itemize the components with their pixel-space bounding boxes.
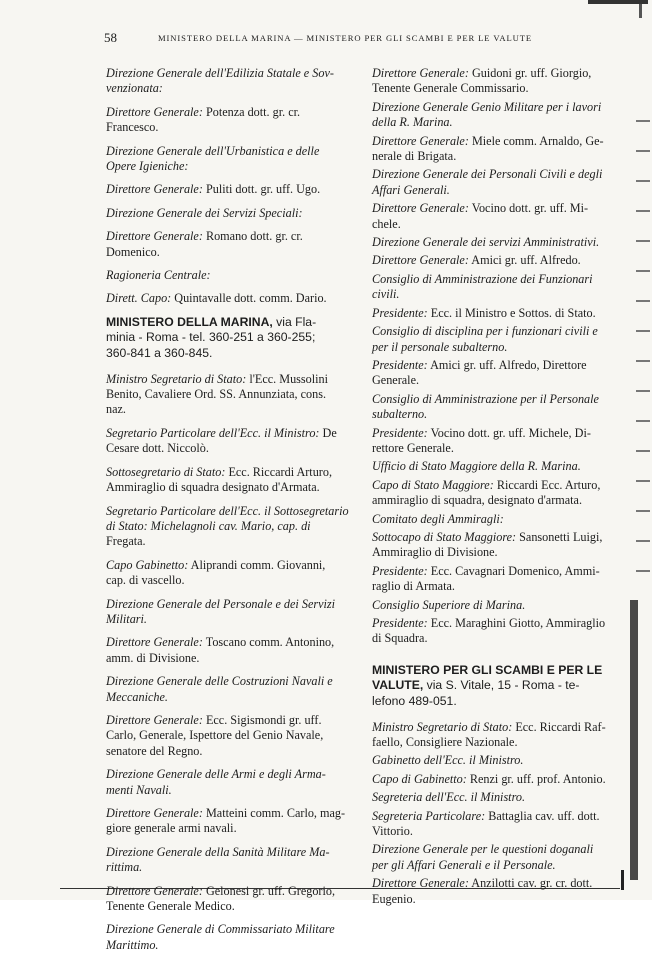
directory-entry	[106, 229, 356, 260]
entry-text: Vocino dott. gr. uff. Mi-	[471, 201, 589, 216]
entry-text: Anzilotti cav. gr. cr. dott.	[471, 876, 593, 891]
entry-label: Direzione Generale dei servizi Amministrativi.	[372, 235, 600, 250]
entry-label: Direttore Generale:	[106, 635, 203, 650]
entry-label: Direzione Generale dell'Edilizia Statale e Sov-	[106, 66, 334, 80]
entry-continuation: Tenente Generale Commissario.	[372, 81, 529, 96]
entry-label: Direttore Generale:	[372, 876, 469, 891]
entry-label: Direzione Generale dell'Urbanistica e delle	[106, 143, 320, 158]
entry-label: Direttore Generale:	[106, 229, 203, 244]
entry-text: Ecc. Riccardi Raf-	[515, 719, 606, 734]
entry-label: Presidente:	[372, 616, 428, 630]
ministry-name: MINISTERO PER GLI SCAMBI E PER LE	[372, 662, 603, 677]
entry-label: Direttore Generale:	[372, 66, 469, 80]
directory-entry	[372, 392, 622, 423]
directory-entry	[106, 845, 356, 876]
entry-text: Ecc. Cavagnari Domenico, Ammi-	[430, 563, 600, 578]
entry-continuation: Generale.	[372, 373, 420, 388]
entry-continuation: Francesco.	[106, 120, 159, 135]
entry-text: Toscano comm. Antonino,	[205, 635, 335, 650]
entry-label: Ufficio di Stato Maggiore della R. Marina.	[372, 459, 581, 474]
directory-entry	[372, 478, 622, 509]
entry-continuation: di Squadra.	[372, 631, 428, 646]
ministry-name: MINISTERO DELLA MARINA,	[106, 314, 273, 329]
entry-label: Ministro Segretario di Stato:	[372, 719, 513, 734]
ministry-address: via S. Vitale, 15 - Roma - te-	[426, 678, 580, 693]
entry-label: Direzione Generale delle Armi e degli Arma-	[106, 767, 326, 782]
entry-text: Ecc. il Ministro e Sottos. di Stato.	[430, 305, 596, 320]
binding-shadow	[630, 600, 638, 880]
entry-continuation: rittima.	[106, 860, 143, 875]
entry-label: Presidente:	[372, 425, 428, 440]
directory-entry	[106, 206, 356, 221]
directory-entry	[106, 426, 356, 457]
directory-entry	[106, 105, 356, 136]
directory-entry	[372, 134, 622, 165]
entry-label: Direzione Generale di Commissariato Militare	[106, 922, 335, 937]
entry-continuation: Carlo, Generale, Ispettore del Genio Navale,	[106, 728, 324, 743]
directory-entry	[106, 806, 356, 837]
entry-label: Direttore Generale:	[372, 201, 469, 216]
directory-entry	[106, 922, 356, 953]
directory-entry	[372, 753, 622, 768]
entry-text: Amici gr. uff. Alfredo.	[471, 253, 581, 268]
entry-label: Capo di Gabinetto:	[372, 771, 467, 786]
entry-label: Sottosegretario di Stato:	[106, 464, 226, 479]
entry-text: Puliti dott. gr. uff. Ugo.	[205, 182, 321, 197]
directory-entry	[372, 201, 622, 232]
entry-label: Direttore Generale:	[106, 883, 203, 898]
directory-entry	[372, 512, 622, 527]
entry-label: Segretario Particolare dell'Ecc. il Sottosegretario	[106, 503, 349, 518]
directory-entry	[372, 598, 622, 613]
entry-text: De	[322, 425, 337, 440]
right-column	[372, 66, 622, 910]
left-entries-bottom	[106, 372, 356, 954]
entry-label: Direzione Generale del Personale e dei Servizi	[106, 596, 336, 611]
entry-continuation: Ammiraglio di Divisione.	[372, 545, 498, 560]
directory-entry	[106, 558, 356, 589]
entry-label: Segreteria Particolare:	[372, 808, 486, 823]
entry-text: Matteini comm. Carlo, mag-	[205, 806, 346, 820]
directory-entry	[106, 884, 356, 915]
directory-entry	[106, 182, 356, 197]
entry-label: Direttore Generale:	[106, 104, 203, 119]
entry-label: Direttore Generale:	[106, 712, 203, 727]
ministry-address: lefono 489-051.	[372, 694, 457, 708]
entry-continuation: Fregata.	[106, 534, 146, 549]
entry-label: Sottocapo di Stato Maggiore:	[372, 529, 517, 544]
entry-continuation: subalterno.	[372, 407, 428, 422]
directory-entry	[372, 253, 622, 268]
right-entries-bottom	[372, 720, 622, 907]
entry-label: Direttore Generale:	[372, 253, 469, 268]
entry-label: Direttore Generale:	[106, 806, 203, 820]
directory-entry	[372, 100, 622, 131]
entry-continuation: ammiraglio di squadra, designato d'armata.	[372, 493, 582, 508]
entry-text: Ecc. Maraghini Giotto, Ammiraglio	[430, 616, 606, 630]
entry-label: Direttore Generale:	[372, 133, 469, 148]
entry-label: Direzione Generale per le questioni doganali	[372, 842, 594, 857]
right-entries-top	[372, 66, 622, 647]
entry-continuation: senatore del Regno.	[106, 743, 203, 758]
entry-continuation: della R. Marina.	[372, 115, 453, 130]
entry-continuation: Meccaniche.	[106, 689, 168, 704]
entry-label: Comitato degli Ammiragli:	[372, 511, 504, 526]
directory-entry	[106, 674, 356, 705]
directory-entry	[106, 767, 356, 798]
entry-continuation: nerale di Brigata.	[372, 149, 457, 164]
entry-text: Guidoni gr. uff. Giorgio,	[471, 66, 592, 80]
entry-continuation: rettore Generale.	[372, 440, 454, 455]
entry-label: Ragioneria Centrale:	[106, 268, 211, 283]
entry-label: Consiglio di Amministrazione dei Funzionari	[372, 271, 593, 286]
left-column	[106, 66, 356, 961]
entry-continuation: Vittorio.	[372, 824, 413, 839]
entry-continuation: Marittimo.	[106, 937, 159, 952]
directory-entry	[106, 465, 356, 496]
entry-label: Direttore Generale:	[106, 182, 203, 197]
ministry-address: minia - Roma - tel. 360-251 a 360-255;	[106, 330, 316, 345]
directory-entry	[106, 372, 356, 418]
directory-entry	[106, 66, 356, 97]
ministry-name: VALUTE,	[372, 678, 424, 693]
entry-continuation: civili.	[372, 287, 400, 302]
page-number: 58	[104, 30, 117, 45]
directory-entry	[106, 268, 356, 283]
entry-continuation: Affari Generali.	[372, 182, 450, 197]
entry-label: Consiglio Superiore di Marina.	[372, 597, 526, 612]
entry-text: Battaglia cav. uff. dott.	[488, 808, 600, 823]
directory-entry	[372, 306, 622, 321]
directory-entry	[372, 358, 622, 389]
entry-label: Segreteria dell'Ecc. il Ministro.	[372, 790, 525, 805]
directory-entry	[372, 790, 622, 805]
entry-continuation: Benito, Cavaliere Ord. SS. Annunziata, cons.	[106, 387, 327, 402]
entry-text: Vocino dott. gr. uff. Michele, Di-	[430, 425, 591, 440]
entry-continuation: Opere Igieniche:	[106, 159, 189, 174]
entry-text: Amici gr. uff. Alfredo, Direttore	[430, 357, 587, 372]
entry-continuation: Domenico.	[106, 244, 160, 259]
entry-label: Gabinetto dell'Ecc. il Ministro.	[372, 753, 524, 768]
directory-entry	[106, 291, 356, 306]
entry-text: Aliprandi comm. Giovanni,	[190, 557, 326, 572]
entry-continuation: amm. di Divisione.	[106, 650, 200, 665]
entry-label: Segretario Particolare dell'Ecc. il Ministro:	[106, 425, 320, 440]
left-entries-top	[106, 66, 356, 307]
ministry-address: 360-841 a 360-845.	[106, 346, 213, 361]
directory-entry	[372, 426, 622, 457]
directory-entry	[106, 635, 356, 666]
entry-continuation: cap. di vascello.	[106, 573, 185, 588]
entry-continuation: Militari.	[106, 611, 147, 626]
entry-continuation: faello, Consigliere Nazionale.	[372, 735, 518, 749]
entry-text: Riccardi Ecc. Arturo,	[496, 477, 601, 492]
entry-label: Dirett. Capo:	[106, 291, 172, 306]
entry-label: Capo Gabinetto:	[106, 557, 189, 572]
entry-label: Direzione Generale della Sanità Militare Ma-	[106, 844, 330, 859]
scan-edge-mark	[639, 4, 642, 18]
directory-entry	[372, 564, 622, 595]
running-title: MINISTERO DELLA MARINA — MINISTERO PER GLI SCAMBI E PER LE VALUTE	[158, 33, 533, 43]
directory-entry	[372, 235, 622, 250]
entry-continuation: venzionata:	[106, 81, 163, 96]
directory-entry	[372, 167, 622, 198]
entry-continuation: menti Navali.	[106, 782, 172, 797]
entry-continuation: Cesare dott. Niccolò.	[106, 441, 209, 456]
directory-entry	[106, 144, 356, 175]
directory-entry	[372, 324, 622, 355]
entry-text: Quintavalle dott. comm. Dario.	[174, 291, 327, 306]
directory-entry	[372, 876, 622, 907]
entry-label: Direzione Generale dei Personali Civili e degli	[372, 167, 603, 182]
directory-entry	[372, 772, 622, 787]
entry-label: Consiglio di disciplina per i funzionari civili e	[372, 324, 598, 339]
directory-entry	[372, 720, 622, 751]
entry-continuation: Eugenio.	[372, 891, 416, 906]
entry-label: Presidente:	[372, 563, 428, 578]
entry-label: Direzione Generale dei Servizi Speciali:	[106, 205, 303, 220]
entry-label: Ministro Segretario di Stato:	[106, 371, 247, 386]
entry-continuation: per gli Affari Generali e il Personale.	[372, 857, 556, 872]
entry-continuation: chele.	[372, 216, 401, 231]
entry-text: Romano dott. gr. cr.	[205, 229, 303, 244]
entry-text: l'Ecc. Mussolini	[249, 371, 329, 386]
running-header	[104, 30, 624, 46]
ministry-heading-marina	[106, 315, 356, 362]
directory-entry	[106, 597, 356, 628]
entry-text: Miele comm. Arnaldo, Ge-	[471, 133, 604, 148]
directory-entry	[372, 66, 622, 97]
entry-text: Gelonesi gr. uff. Gregorio,	[205, 883, 336, 898]
entry-continuation: naz.	[106, 402, 126, 417]
entry-continuation: di Stato: Michelagnoli cav. Mario, cap. di	[106, 518, 311, 533]
entry-label: Presidente:	[372, 305, 428, 320]
directory-entry	[372, 842, 622, 873]
entry-label: Consiglio di Amministrazione per il Personale	[372, 391, 599, 406]
entry-text: Renzi gr. uff. prof. Antonio.	[469, 771, 606, 786]
entry-continuation: per il personale subalterno.	[372, 339, 508, 354]
directory-entry	[106, 504, 356, 550]
entry-continuation: Ammiraglio di squadra designato d'Armata.	[106, 480, 320, 495]
ministry-heading-scambi	[372, 663, 622, 710]
directory-entry	[372, 616, 622, 647]
directory-entry	[372, 272, 622, 303]
entry-label: Direzione Generale delle Costruzioni Navali e	[106, 674, 333, 689]
ministry-address: via Fla-	[276, 314, 317, 329]
directory-entry	[372, 530, 622, 561]
entry-text: Ecc. Sigismondi gr. uff.	[205, 712, 322, 727]
directory-entry	[372, 459, 622, 474]
entry-continuation: raglio di Armata.	[372, 579, 455, 594]
entry-text: Sansonetti Luigi,	[519, 529, 603, 544]
entry-text: Potenza dott. gr. cr.	[205, 104, 301, 119]
entry-continuation: giore generale armi navali.	[106, 821, 237, 836]
directory-entry	[106, 713, 356, 759]
entry-label: Direzione Generale Genio Militare per i lavori	[372, 99, 602, 114]
entry-label: Presidente:	[372, 357, 428, 372]
entry-continuation: Tenente Generale Medico.	[106, 899, 235, 914]
entry-label: Capo di Stato Maggiore:	[372, 477, 494, 492]
entry-text: Ecc. Riccardi Arturo,	[228, 464, 332, 479]
directory-entry	[372, 809, 622, 840]
